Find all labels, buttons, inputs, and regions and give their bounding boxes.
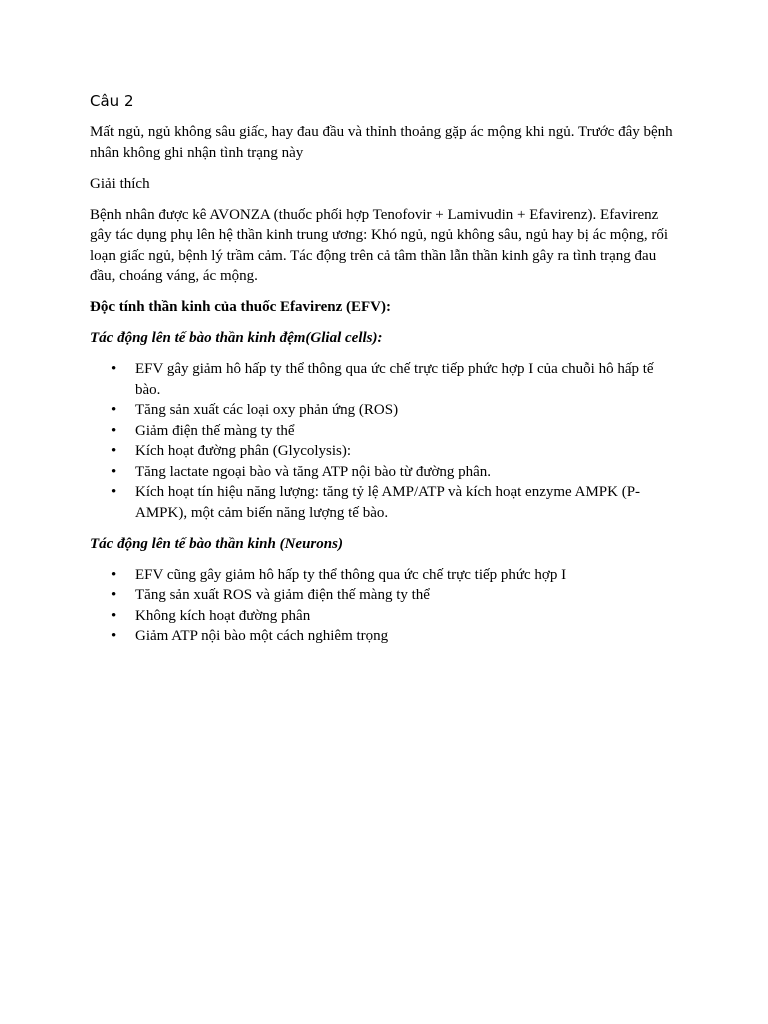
explanation-label: Giải thích xyxy=(90,175,150,192)
neurons-subtitle: Tác động lên tế bào thần kinh (Neurons) xyxy=(90,535,343,552)
document-page xyxy=(90,91,682,657)
list-item: • Tăng lactate ngoại bào và tăng ATP nội bào từ đường phân. xyxy=(90,462,682,483)
list-item: • Kích hoạt đường phân (Glycolysis): xyxy=(90,441,682,462)
section-title: Độc tính thần kinh của thuốc Efavirenz (EFV): xyxy=(90,299,391,315)
list-item: • Giảm điện thế màng ty thể xyxy=(90,421,682,442)
glial-effects-list xyxy=(90,359,682,523)
list-item: • Giảm ATP nội bào một cách nghiêm trọng xyxy=(90,626,682,647)
symptom-paragraph: Mất ngủ, ngủ không sâu giấc, hay đau đầu và thỉnh thoảng gặp ác mộng khi ngủ. Trước đây bệnh nhân không ghi nhận tình trạng này xyxy=(90,124,673,161)
question-heading: Câu 2 xyxy=(90,92,134,110)
explanation-paragraph: Bệnh nhân được kê AVONZA (thuốc phối hợp Tenofovir + Lamivudin + Efavirenz). Efavirenz gây tác dụng phụ lên hệ thần kinh trung ương: Khó ngủ, ngủ không sâu, ngủ hay bị ác mộng, rối loạn giấc ngủ, bệnh lý trầm cảm. Tác động trên cả tâm thần lẫn thần kinh gây ra tình trạng đau đầu, choáng váng, ác mộng. xyxy=(90,206,669,284)
glial-subtitle: Tác động lên tế bào thần kinh đệm(Glial cells): xyxy=(90,330,383,346)
list-item: • Không kích hoạt đường phân xyxy=(90,606,682,627)
list-item: • Tăng sản xuất các loại oxy phản ứng (ROS) xyxy=(90,400,682,421)
list-item: • Kích hoạt tín hiệu năng lượng: tăng tỷ lệ AMP/ATP và kích hoạt enzyme AMPK (P-AMPK), một cảm biến năng lượng tế bào. xyxy=(90,482,682,523)
list-item: • EFV cũng gây giảm hô hấp ty thể thông qua ức chế trực tiếp phức hợp I xyxy=(90,565,682,586)
neuron-effects-list xyxy=(90,565,682,647)
list-item: • EFV gây giảm hô hấp ty thể thông qua ức chế trực tiếp phức hợp I của chuỗi hô hấp tế bào. xyxy=(90,359,682,400)
list-item: • Tăng sản xuất ROS và giảm điện thế màng ty thể xyxy=(90,585,682,606)
